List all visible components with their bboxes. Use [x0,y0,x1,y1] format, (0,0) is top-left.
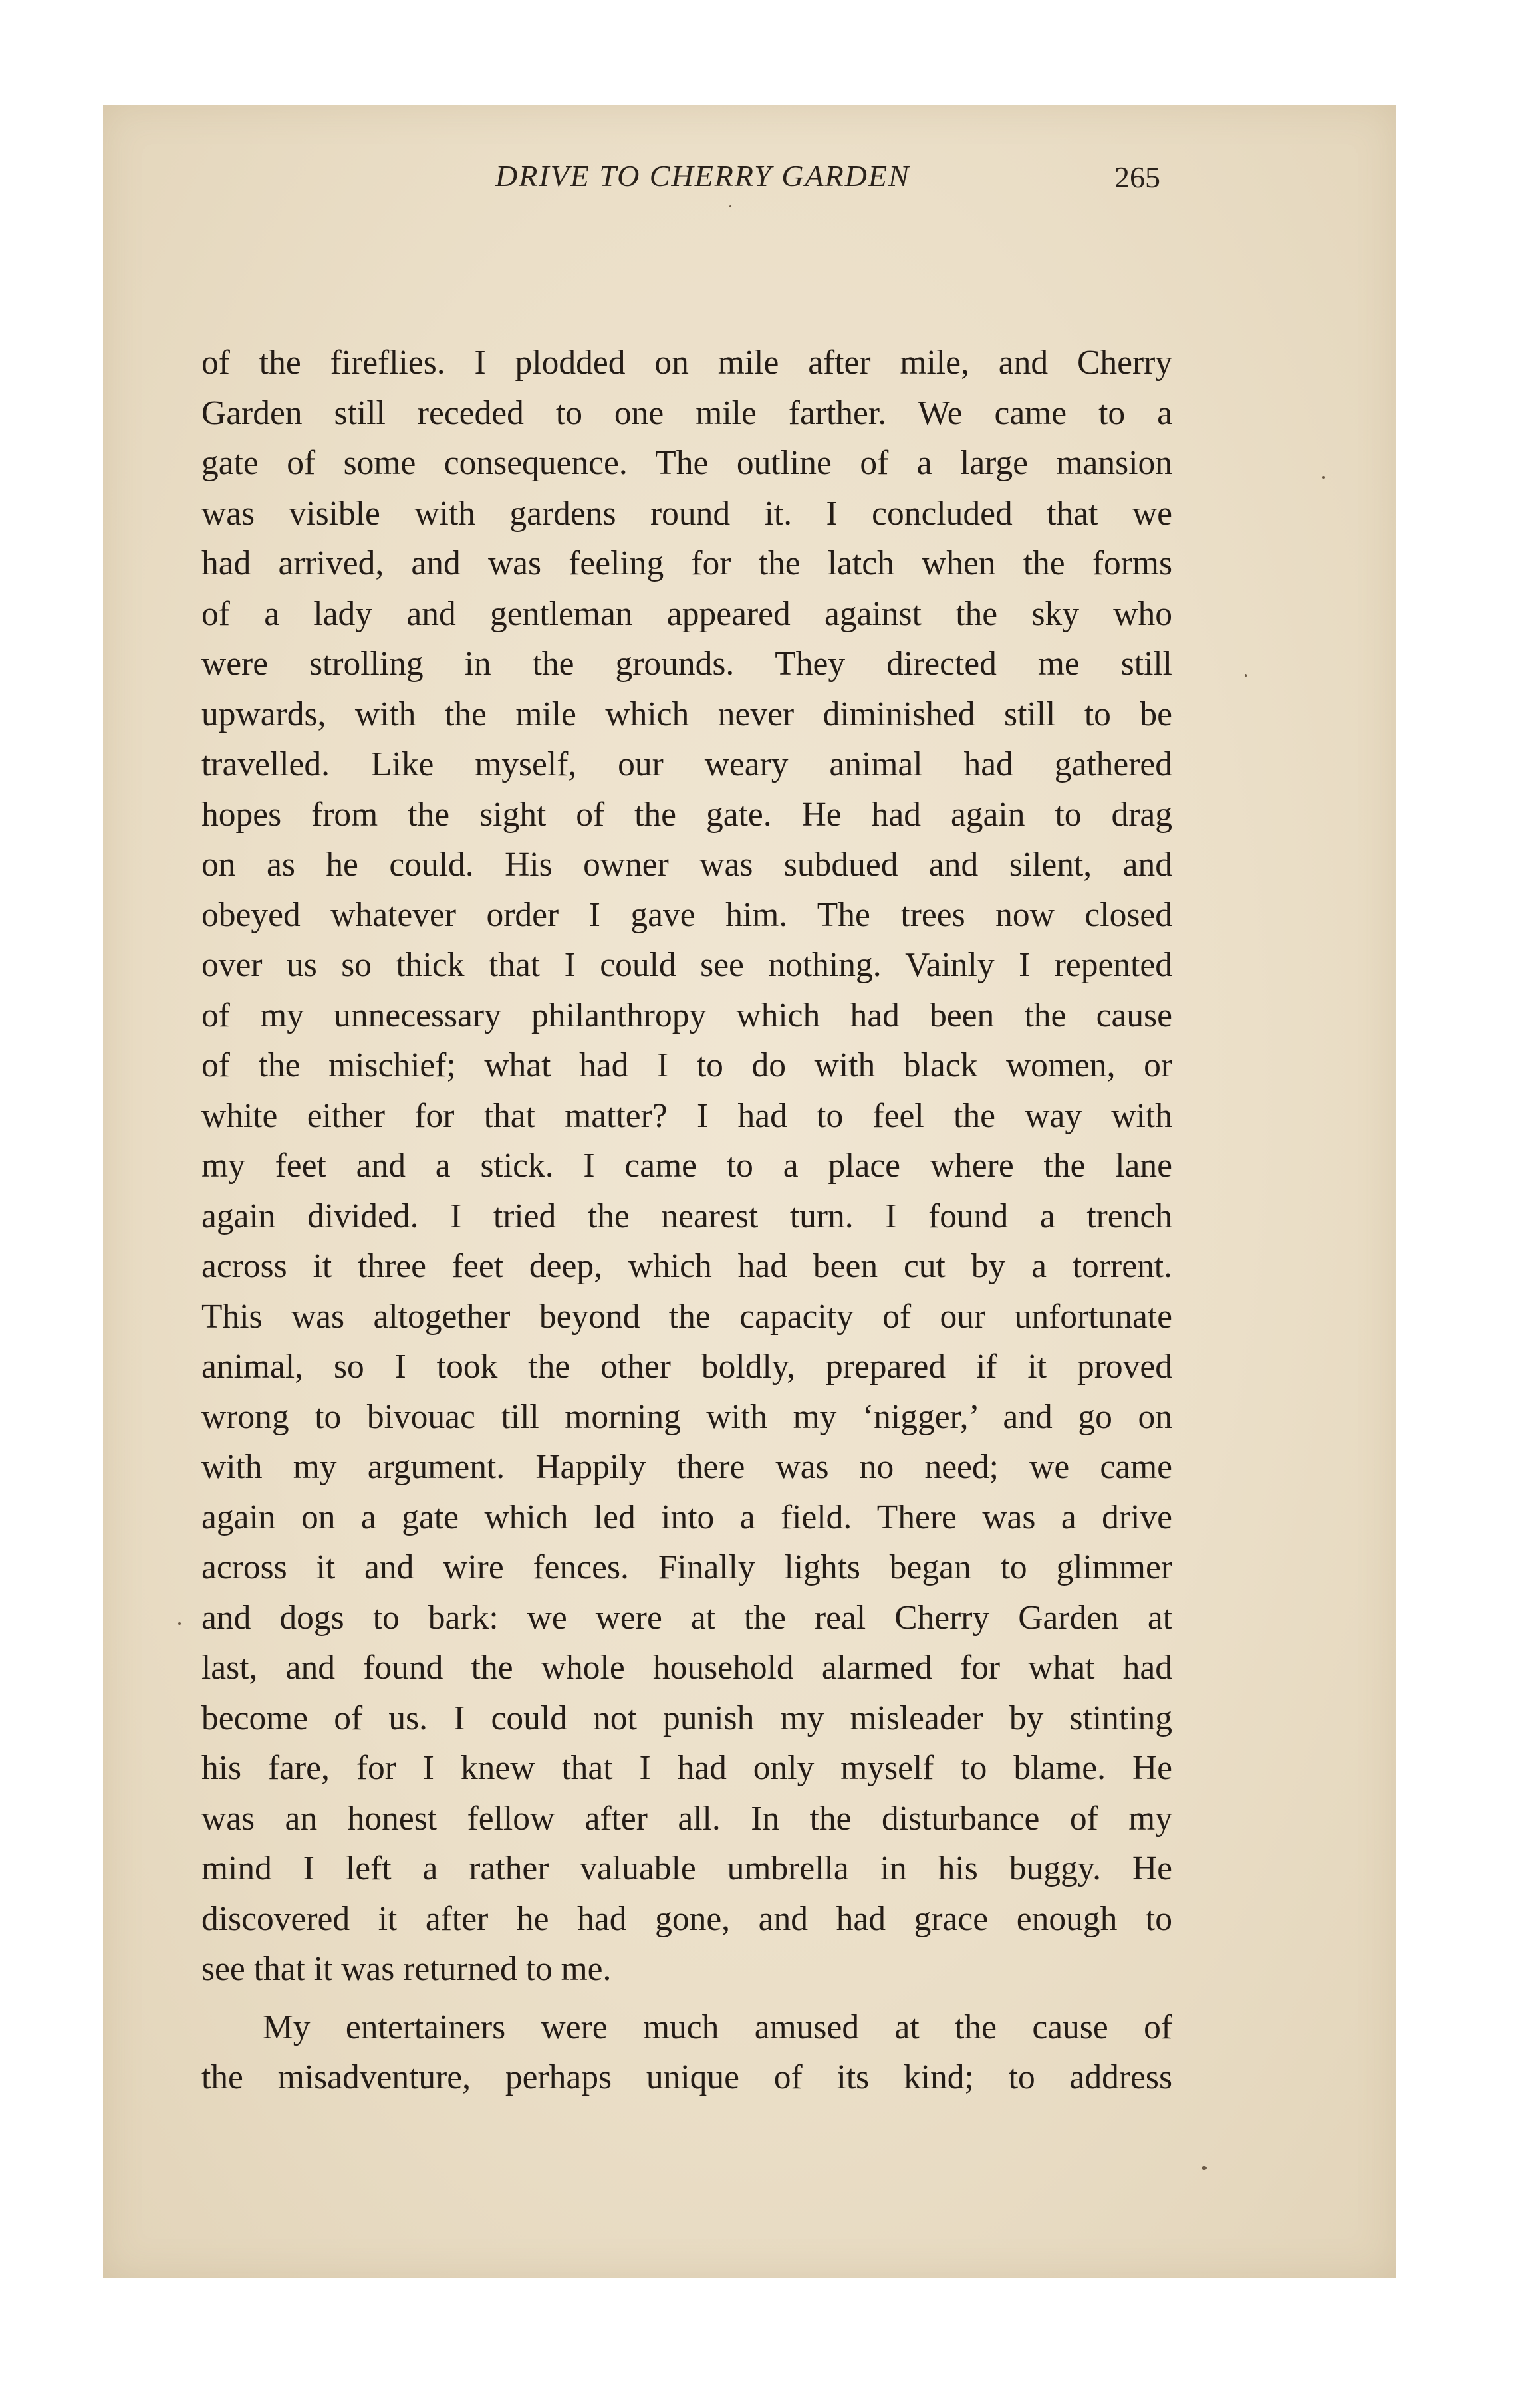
text-line: become of us. I could not punish my misleader by stinting [201,1699,1172,1737]
text-line: My entertainers were much amused at the cause of [263,2008,1172,2046]
paper-speck [178,1622,181,1625]
text-line: the misadventure, perhaps unique of its kind; to address [201,2058,1172,2096]
text-line: see that it was returned to me. [201,1950,612,1988]
paragraph [201,2002,1172,2103]
paragraph-gap [201,1994,1172,2002]
paper-speck [729,205,731,207]
text-line: across it and wire fences. Finally lights began to glimmer [201,1548,1172,1586]
text-line: obeyed whatever order I gave him. The trees now closed [201,896,1172,934]
text-line: Garden still receded to one mile farther. We came to a [201,394,1172,432]
text-line: gate of some consequence. The outline of a large mansion [201,444,1172,482]
text-line: had arrived, and was feeling for the latch when the forms [201,544,1172,582]
text-line: mind I left a rather valuable umbrella in his buggy. He [201,1850,1172,1887]
text-line: across it three feet deep, which had been cut by a torrent. [201,1247,1172,1285]
text-line: was an honest fellow after all. In the disturbance of my [201,1799,1172,1838]
text-line: and dogs to bark: we were at the real Cherry Garden at [201,1598,1172,1637]
text-line: travelled. Like myself, our weary animal had gathered [201,745,1172,783]
text-line: of the mischief; what had I to do with black women, or [201,1046,1172,1084]
paragraph [201,338,1172,1994]
text-line: of the fireflies. I plodded on mile after mile, and Cherry [201,344,1172,382]
text-line: over us so thick that I could see nothing. Vainly I repented [201,946,1172,984]
paper-speck [1202,2166,1207,2170]
text-line: was visible with gardens round it. I concluded that we [201,494,1172,533]
text-line: of my unnecessary philanthropy which had been the cause [201,996,1172,1034]
text-line: hopes from the sight of the gate. He had again to drag [201,795,1172,834]
text-line: my feet and a stick. I came to a place where the lane [201,1147,1172,1185]
text-line: upwards, with the mile which never diminished still to be [201,695,1172,733]
text-line: again on a gate which led into a field. There was a drive [201,1498,1172,1536]
paper-speck [1322,476,1325,479]
body-text [201,338,1172,2103]
page-number: 265 [1114,160,1160,194]
text-line: again divided. I tried the nearest turn. I found a trench [201,1197,1172,1235]
text-line: of a lady and gentleman appeared against the sky who [201,594,1172,633]
text-line: This was altogether beyond the capacity of our unfortunate [201,1297,1172,1336]
text-line: were strolling in the grounds. They directed me still [201,645,1172,683]
paper-speck [1245,674,1247,677]
text-line: on as he could. His owner was subdued and silent, and [201,846,1172,884]
text-line: with my argument. Happily there was no need; we came [201,1448,1172,1486]
text-line: white either for that matter? I had to feel the way with [201,1096,1172,1135]
page-header [103,158,1396,211]
text-line: discovered it after he had gone, and had grace enough to [201,1899,1172,1938]
text-line: last, and found the whole household alarmed for what had [201,1649,1172,1687]
text-line: wrong to bivouac till morning with my ‘nigger,’ and go on [201,1397,1172,1436]
text-line: animal, so I took the other boldly, prepared if it proved [201,1348,1172,1385]
text-line: his fare, for I knew that I had only myself to blame. He [201,1749,1172,1787]
running-head: DRIVE TO CHERRY GARDEN [495,159,910,193]
